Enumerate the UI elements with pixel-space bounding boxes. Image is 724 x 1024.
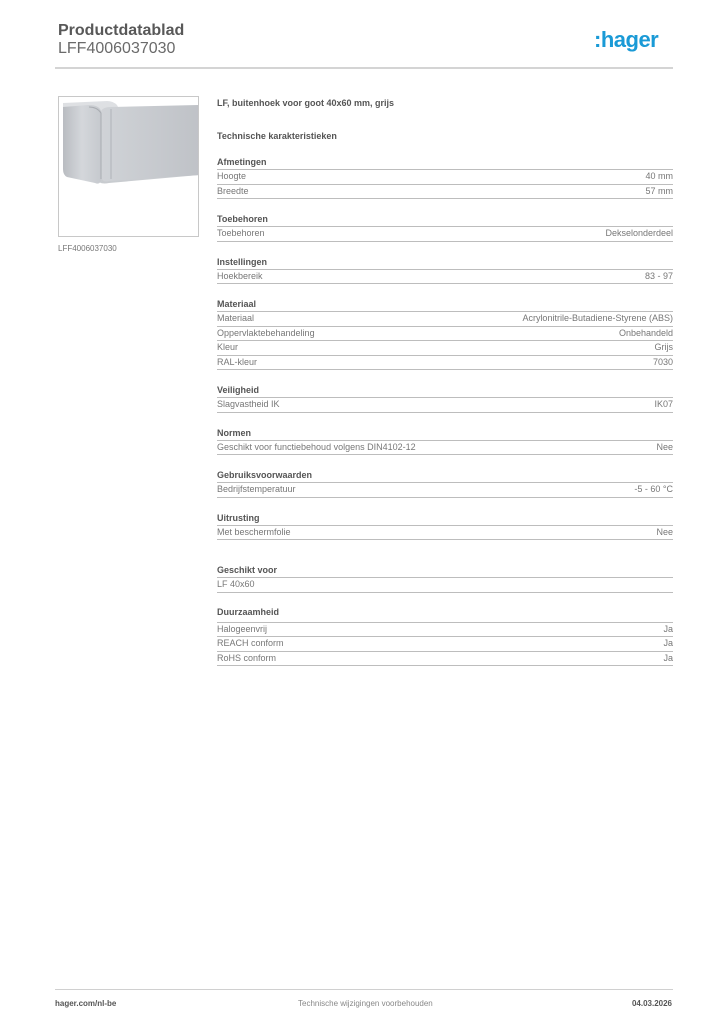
spec-row	[217, 526, 673, 541]
section-title: Geschikt voor	[217, 564, 673, 578]
section-afmetingen	[217, 156, 673, 199]
section-title: Veiligheid	[217, 384, 673, 398]
spec-row	[217, 652, 673, 667]
spec-value: Acrylonitrile-Butadiene-Styrene (ABS)	[522, 313, 673, 323]
spec-row	[217, 327, 673, 342]
spec-row	[217, 637, 673, 652]
spec-value: 40 mm	[645, 171, 673, 181]
section-toebehoren	[217, 213, 673, 242]
spec-label: Oppervlaktebehandeling	[217, 327, 315, 338]
spec-value: Nee	[656, 526, 673, 537]
section-instellingen	[217, 256, 673, 285]
spec-value: 83 - 97	[644, 270, 673, 281]
spec-value: 7030	[652, 356, 673, 367]
section-title: Instellingen	[217, 256, 673, 270]
section-gebruiksvoorwaarden	[217, 469, 673, 498]
spec-label: Hoekbereik	[217, 270, 263, 281]
spec-label: LF 40x60	[217, 579, 255, 589]
footer-divider	[55, 989, 673, 990]
spec-row	[217, 227, 673, 242]
spec-value: Ja	[663, 638, 673, 648]
spec-row	[217, 185, 673, 200]
section-title: Uitrusting	[217, 512, 673, 526]
section-materiaal	[217, 298, 673, 370]
product-image-caption: LFF4006037030	[58, 244, 117, 253]
spec-row	[217, 483, 673, 498]
spec-row	[217, 623, 673, 638]
hager-logo: :hager	[594, 27, 659, 52]
section-veiligheid	[217, 384, 673, 413]
spec-label: REACH conform	[217, 638, 284, 648]
section-uitrusting	[217, 512, 673, 541]
spec-value: 57 mm	[645, 185, 673, 196]
footer-website-link[interactable]: hager.com/nl-be	[55, 999, 117, 1008]
spec-value: Ja	[663, 652, 673, 663]
spec-value: Dekselonderdeel	[605, 228, 673, 238]
spec-row	[217, 341, 673, 356]
spec-label: Slagvastheid IK	[217, 399, 280, 409]
spec-label: Breedte	[217, 185, 249, 196]
spec-value: IK07	[654, 399, 673, 409]
section-duurzaamheid	[217, 606, 673, 667]
technical-characteristics-title: Technische karakteristieken	[217, 131, 337, 141]
product-reference: LFF4006037030	[58, 40, 176, 57]
spec-row	[217, 356, 673, 371]
product-image	[58, 96, 199, 237]
section-title: Gebruiksvoorwaarden	[217, 469, 673, 483]
section-title: Toebehoren	[217, 213, 673, 227]
document-title: Productdatablad	[58, 22, 185, 39]
spec-label: RAL-kleur	[217, 356, 258, 367]
spec-row	[217, 270, 673, 285]
spec-label: Hoogte	[217, 171, 247, 181]
spec-row	[217, 398, 673, 413]
spec-row	[217, 578, 673, 593]
footer-date: 04.03.2026	[631, 999, 672, 1008]
section-title: Duurzaamheid	[217, 606, 673, 623]
spec-label: Kleur	[217, 342, 239, 352]
product-details	[217, 97, 673, 666]
spec-value: Onbehandeld	[618, 327, 673, 338]
spec-row	[217, 441, 673, 456]
section-geschikt-voor	[217, 564, 673, 593]
header-divider	[55, 67, 673, 69]
section-normen	[217, 427, 673, 456]
spec-value: Grijs	[654, 342, 673, 352]
spec-label: Halogeenvrij	[217, 623, 268, 634]
cable-duct-corner-image	[59, 97, 199, 237]
logo-text: hager	[600, 27, 659, 52]
spec-label: Materiaal	[217, 313, 255, 323]
spec-row	[217, 312, 673, 327]
footer-disclaimer: Technische wijzigingen voorbehouden	[298, 999, 433, 1008]
spec-label: Met beschermfolie	[217, 526, 291, 537]
spec-label: Geschikt voor functiebehoud volgens DIN4102-12	[217, 441, 416, 452]
product-description: LF, buitenhoek voor goot 40x60 mm, grijs	[217, 98, 395, 108]
spec-label: RoHS conform	[217, 652, 277, 663]
spec-value: Ja	[663, 623, 673, 634]
spec-label: Bedrijfstemperatuur	[217, 484, 296, 494]
spec-value: -5 - 60 °C	[634, 484, 673, 494]
spec-label: Toebehoren	[217, 228, 265, 238]
section-title: Afmetingen	[217, 156, 673, 170]
section-title: Normen	[217, 427, 673, 441]
spec-value: Nee	[656, 441, 673, 452]
spec-row	[217, 170, 673, 185]
section-title: Materiaal	[217, 298, 673, 312]
